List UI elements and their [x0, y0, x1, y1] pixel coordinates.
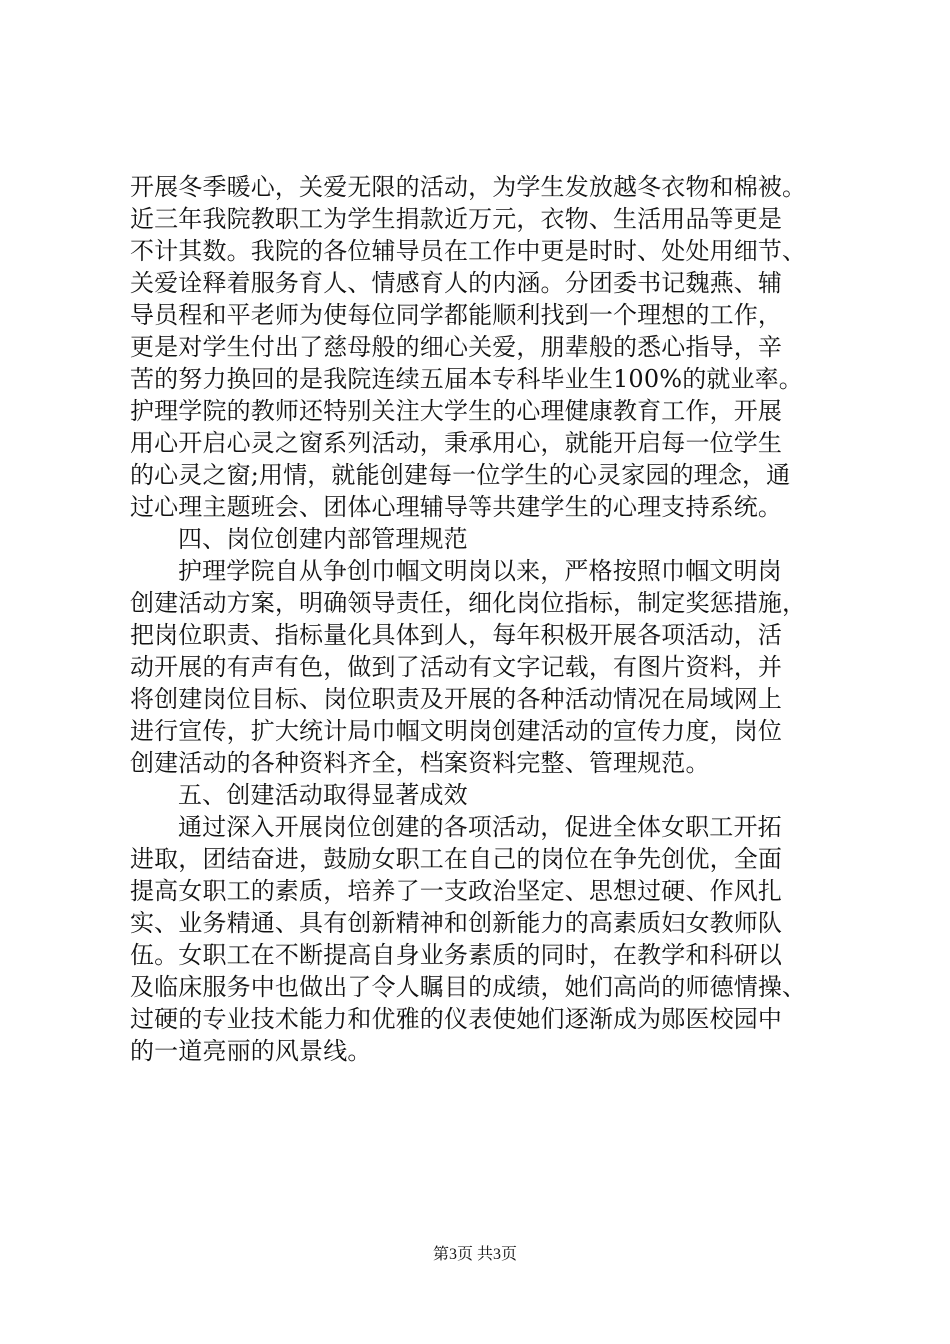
paragraph-line: 实、业务精通、具有创新精神和创新能力的高素质妇女教师队 [130, 909, 783, 937]
paragraph-line: 过硬的专业技术能力和优雅的仪表使她们逐渐成为郧医校园中 [130, 1005, 783, 1033]
paragraph-line: 将创建岗位目标、岗位职责及开展的各种活动情况在局域网上 [130, 685, 783, 713]
paragraph-line: 进行宣传，扩大统计局巾帼文明岗创建活动的宣传力度，岗位 [130, 717, 783, 745]
paragraph-line: 用心开启心灵之窗系列活动，秉承用心，就能开启每一位学生 [130, 429, 783, 457]
paragraph-line: 开展冬季暖心，关爱无限的活动，为学生发放越冬衣物和棉被。 [130, 173, 807, 201]
paragraph-line: 护理学院自从争创巾帼文明岗以来，严格按照巾帼文明岗 [178, 557, 782, 585]
paragraph-line: 把岗位职责、指标量化具体到人，每年积极开展各项活动，活 [130, 621, 783, 649]
paragraph-line: 通过深入开展岗位创建的各项活动，促进全体女职工开拓 [178, 813, 782, 841]
paragraph-line: 提高女职工的素质，培养了一支政治坚定、思想过硬、作风扎 [130, 877, 783, 905]
paragraph-line: 关爱诠释着服务育人、情感育人的内涵。分团委书记魏燕、辅 [130, 269, 783, 297]
paragraph-line: 创建活动的各种资料齐全，档案资料完整、管理规范。 [130, 749, 710, 777]
document-body [130, 171, 830, 1067]
paragraph-line: 导员程和平老师为使每位同学都能顺利找到一个理想的工作， [130, 301, 783, 329]
paragraph-line: 动开展的有声有色，做到了活动有文字记载，有图片资料，并 [130, 653, 783, 681]
section-heading: 五、创建活动取得显著成效 [178, 781, 468, 809]
paragraph-line: 伍。女职工在不断提高自身业务素质的同时，在教学和科研以 [130, 941, 783, 969]
paragraph-line: 的心灵之窗;用情，就能创建每一位学生的心灵家园的理念，通 [130, 461, 791, 489]
paragraph-line: 创建活动方案，明确领导责任，细化岗位指标，制定奖惩措施， [130, 589, 807, 617]
paragraph-line: 及临床服务中也做出了令人瞩目的成绩，她们高尚的师德情操、 [130, 973, 807, 1001]
paragraph-line: 过心理主题班会、团体心理辅导等共建学生的心理支持系统。 [130, 493, 783, 521]
paragraph-line: 进取，团结奋进，鼓励女职工在自己的岗位在争先创优，全面 [130, 845, 783, 873]
paragraph-line: 的一道亮丽的风景线。 [130, 1037, 372, 1065]
paragraph-line: 不计其数。我院的各位辅导员在工作中更是时时、处处用细节、 [130, 237, 807, 265]
paragraph-line: 护理学院的教师还特别关注大学生的心理健康教育工作，开展 [130, 397, 783, 425]
page-number-footer: 第3页 共3页 [432, 1246, 517, 1263]
paragraph-line: 更是对学生付出了慈母般的细心关爱，朋辈般的悉心指导，辛 [130, 333, 783, 361]
paragraph-line: 苦的努力换回的是我院连续五届本专科毕业生100%的就业率。 [130, 365, 803, 393]
paragraph-line: 近三年我院教职工为学生捐款近万元，衣物、生活用品等更是 [130, 205, 783, 233]
section-heading: 四、岗位创建内部管理规范 [178, 525, 468, 553]
